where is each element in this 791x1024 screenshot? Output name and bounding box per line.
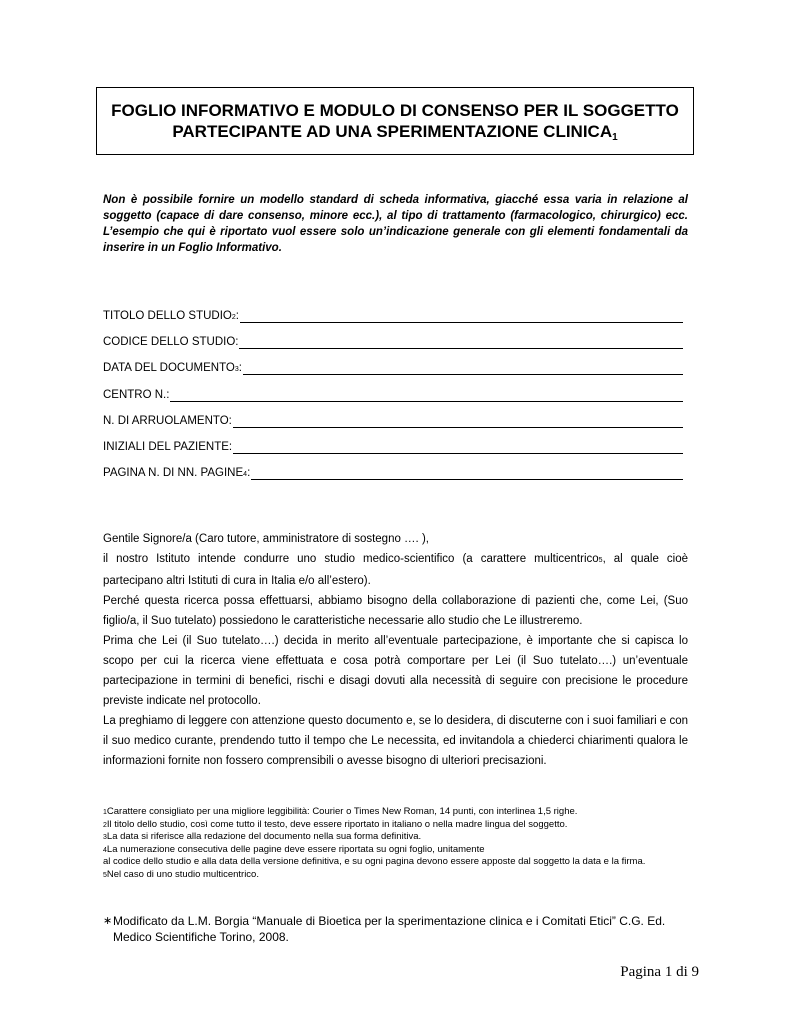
footnote: 5Nel caso di uno studio multicentrico. xyxy=(103,868,259,880)
footnote: 3La data si riferisce alla redazione del documento nella sua forma definitiva. xyxy=(103,831,422,842)
fill-line[interactable] xyxy=(233,427,683,428)
letter-body xyxy=(103,529,688,771)
title-footnote-ref: 1 xyxy=(612,132,618,143)
footnote-ref-5: 5 xyxy=(598,557,603,564)
paragraph-study: il nostro Istituto intende condurre uno studio medico-scientifico (a carattere multicentrico5, al quale cioè partecipano altri Istituti di cura in Italia e/o all’estero). xyxy=(103,553,688,587)
intro-note: Non è possibile fornire un modello standard di scheda informativa, giacché essa varia in relazione al soggetto (capace di dare consenso, minore ecc.), al tipo di trattamento (farmacologico, chirurgico) ecc. L’esempio che qui è riportato vuol essere solo un’indicazione generale con gli elementi fondamentali da inserire in un Foglio Informativo. xyxy=(103,194,688,254)
field-label: TITOLO DELLO STUDIO2: xyxy=(103,310,239,322)
fill-line[interactable] xyxy=(233,453,683,454)
page-number: Pagina 1 di 9 xyxy=(620,964,699,980)
fill-line[interactable] xyxy=(239,348,683,349)
field-centro[interactable] xyxy=(103,388,683,404)
source-note-line-2: Medico Scientifiche Torino, 2008. xyxy=(113,930,289,944)
source-note xyxy=(103,913,688,945)
field-iniziali-paziente[interactable] xyxy=(103,440,683,456)
title-line-1: FOGLIO INFORMATIVO E MODULO DI CONSENSO PER IL SOGGETTO xyxy=(111,101,679,120)
field-data-documento[interactable] xyxy=(103,361,683,377)
footnotes xyxy=(103,806,688,881)
fill-line[interactable] xyxy=(243,374,683,375)
paragraph-request: La preghiamo di leggere con attenzione questo documento e, se lo desidera, di discuterne con i suoi familiari e con il suo medico curante, prendendo tutto il tempo che Le necessita, ed invitandola a chiederci chiarimenti qualora le informazioni fornite non fossero comprensibili o avesse bisogno di ulteriori precisazioni. xyxy=(103,715,688,767)
footnote: 2Il titolo dello studio, così come tutto il testo, deve essere riportato in italiano o nella madre lingua del soggetto. xyxy=(103,818,568,830)
field-titolo-studio[interactable] xyxy=(103,309,683,325)
source-note-line-1: Modificato da L.M. Borgia “Manuale di Bioetica per la sperimentazione clinica e i Comitati Etici” C.G. Ed. xyxy=(113,914,666,928)
document-title-box xyxy=(96,87,694,155)
field-pagina[interactable] xyxy=(103,466,683,482)
greeting: Gentile Signore/a (Caro tutore, amministratore di sostegno …. ), xyxy=(103,533,429,545)
title-line-2-text: PARTECIPANTE AD UNA SPERIMENTAZIONE CLINICA xyxy=(172,122,613,141)
asterisk-icon: ∗ xyxy=(103,915,113,927)
footnote: 1Carattere consigliato per una migliore leggibilità: Courier o Times New Roman, 14 punti, con interlinea 1,5 righe. xyxy=(103,806,578,817)
footnote-continuation: al codice dello studio e alla data della versione definitiva, e su ogni pagina devono essere apposte dal soggetto la data e la firma. xyxy=(103,856,646,867)
field-label: CODICE DELLO STUDIO: xyxy=(103,336,239,348)
paragraph-decision: Prima che Lei (il Suo tutelato….) decida in merito all’eventuale partecipazione, è importante che si capisca lo scopo per cui la ricerca viene effettuata e cosa potrà comportare per Lei (il Suo tutelato….) un’eventuale partecipazione in termini di benefici, rischi e disagi dovuti alla necessità di seguire con precisione le procedure previste indicate nel protocollo. xyxy=(103,635,688,707)
field-label: N. DI ARRUOLAMENTO: xyxy=(103,415,232,427)
fill-line[interactable] xyxy=(170,401,683,402)
field-label: INIZIALI DEL PAZIENTE: xyxy=(103,441,233,453)
field-label: PAGINA N. DI NN. PAGINE4: xyxy=(103,467,251,479)
field-label: DATA DEL DOCUMENTO3: xyxy=(103,362,242,374)
field-label: CENTRO N.: xyxy=(103,389,170,401)
field-codice-studio[interactable] xyxy=(103,335,683,351)
paragraph-collaboration: Perché questa ricerca possa effettuarsi, abbiamo bisogno della collaborazione di pazienti che, come Lei, (Suo figlio/a, il Suo tutelato) possiedono le caratteristiche necessarie allo studio che Le illustreremo. xyxy=(103,595,688,627)
fill-line[interactable] xyxy=(251,479,683,480)
fill-line[interactable] xyxy=(240,322,683,323)
field-arruolamento[interactable] xyxy=(103,414,683,430)
title-line-2 xyxy=(172,121,617,142)
footnote: 4La numerazione consecutiva delle pagine deve essere riportata su ogni foglio, unitamente xyxy=(103,843,485,855)
